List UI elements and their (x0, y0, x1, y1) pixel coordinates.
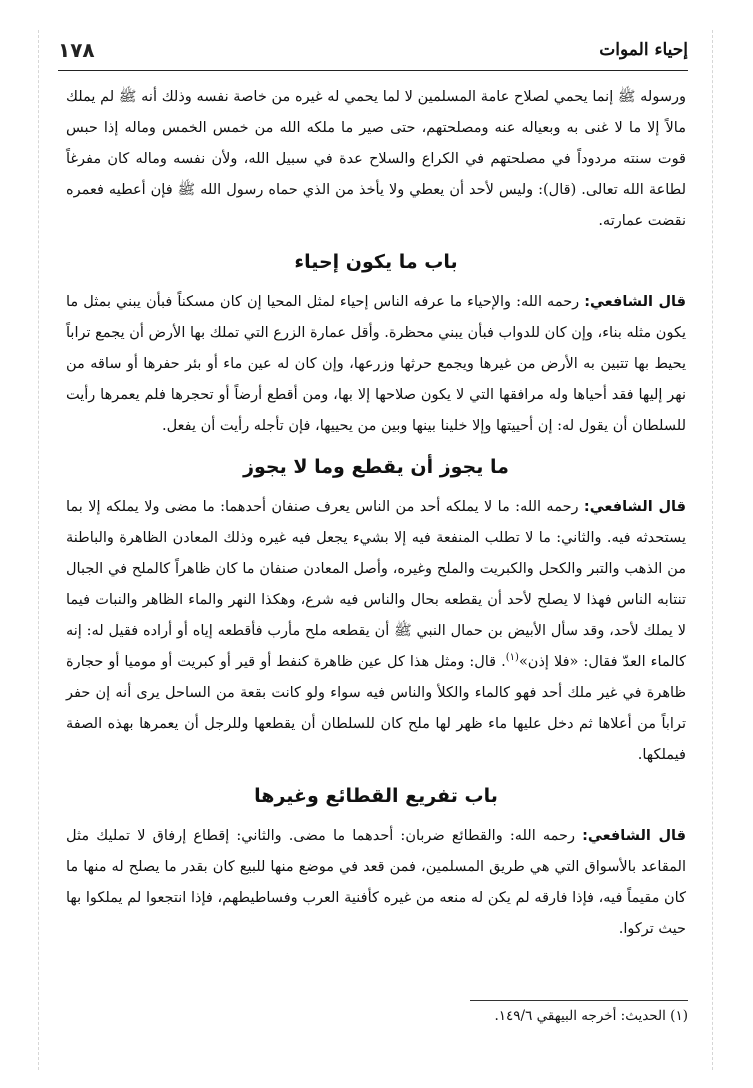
header-rule (58, 70, 688, 71)
footnote-rule (470, 1000, 688, 1001)
paragraph-text: رحمه الله: والإحياء ما عرفه الناس إحياء لمثل المحيا إن كان مسكناً فبأن يبني بمثل ما يكون مثله بناء، وإن كان للدواب فبأن يبني محظرة. وأقل عمارة الزرع التي تملك بها الأرض أن يجمع تراباً يحيط بها تتبين به الأرض من غيرها ويجمع حرثها وزرعها، وإن كان له عين ماء أو بئر حفرها أو ساقه من نهر إليها فقد أحياها وله مرافقها التي لا يكون صلاحها إلا بها، ومن أقطع أرضاً أو تحجرها فلم يعمرها رأيت للسلطان أن يقول له: إن أحييتها وإلا خلينا بينها وبين من يحييها، فإن تأجله رأيت أن يفعل. (66, 294, 686, 434)
speaker-label: قال الشافعي: (582, 828, 686, 844)
running-title: إحياء الموات (599, 40, 688, 60)
section-heading-ihya: باب ما يكون إحياء (294, 251, 458, 273)
speaker-label: قال الشافعي: (583, 499, 686, 515)
footnote: (١) الحديث: أخرجه البيهقي ١٤٩/٦. (494, 1008, 688, 1024)
section-paragraph-qatai (66, 821, 686, 945)
paragraph-text-part2: . قال: ومثل هذا كل عين ظاهرة كنفط أو قير أو كبريت أو موميا أو حجارة ظاهرة في غير ملك أحد فهو كالماء والكلأ والناس فيه سواء ولو كانت بقعة من الساحل يرى أنه إن حفر تراباً من أعلاها ثم دخل عليها ماء ظهر لها ملح كان للسلطان أن يقطعها وللرجل أن يعمرها بهذه الصفة فيملكها. (66, 654, 686, 763)
footnote-reference[interactable]: (١) (505, 652, 519, 664)
section-heading-qatai: باب تفريع القطائع وغيرها (254, 785, 498, 807)
section-paragraph-iqta (66, 492, 686, 771)
paragraph-text: رحمه الله: والقطائع ضربان: أحدهما ما مضى. والثاني: إقطاع إرفاق لا تمليك مثل المقاعد بالأسواق التي هي طريق المسلمين، فمن قعد في موضع منها للبيع كان بقدر ما يصلح له منها ما كان مقيماً فيه، فإذا فارقه لم يكن له منعه من غيره كأفنية العرب وفساطيطهم، فإذا انتجعوا لم يملكوا بها حيث تركوا. (66, 828, 686, 937)
paragraph-text-part1: رحمه الله: ما لا يملكه أحد من الناس يعرف صنفان أحدهما: ما مضى ولا يملكه إلا بما يستحدثه فيه. والثاني: ما لا تطلب المنفعة فيه إلا بشيء يجعل فيه غيره وذلك المعادن الظاهرة والباطنة من الذهب والتبر والكحل والكبريت والملح وغيره، وأصل المعادن صنفان ما كان ظاهراً كالملح في الجبال تنتابه الناس فهذا لا يصلح لأحد أن يقطعه بحال والناس فيه شرع، وهكذا النهر والماء الظاهر والنبات فيما لا يملك لأحد، وقد سأل الأبيض بن حمال النبي ﷺ أن يقطعه ملح مأرب فأقطعه إياه أو أراده فقيل له: إنه كالماء العدّ فقال: «فلا إذن» (66, 499, 686, 670)
section-paragraph-ihya (66, 287, 686, 442)
page-number: ١٧٨ (58, 38, 95, 62)
margin-guide-left (38, 30, 39, 1070)
page-header (58, 34, 688, 66)
main-text (66, 82, 686, 945)
intro-paragraph: ورسوله ﷺ إنما يحمي لصلاح عامة المسلمين لا لما يحمي له غيره من خاصة نفسه وذلك أنه ﷺ لم يملك مالاً إلا ما لا غنى به وبعياله عنه ومصلحتهم، حتى صير ما ملكه الله من خمس الخمس وماله إذا حبس قوت سنته مردوداً في مصلحتهم في الكراع والسلاح عدة في سبيل الله، ولأن نفسه وماله كان مفرغاً لطاعة الله تعالى. (قال): وليس لأحد أن يعطي ولا يأخذ من الذي حماه رسول الله ﷺ فإن أعطيه فعمره نقضت عمارته. (66, 89, 686, 229)
margin-guide-right (712, 30, 713, 1070)
speaker-label: قال الشافعي: (584, 294, 686, 310)
section-heading-iqta: ما يجوز أن يقطع وما لا يجوز (243, 456, 509, 478)
